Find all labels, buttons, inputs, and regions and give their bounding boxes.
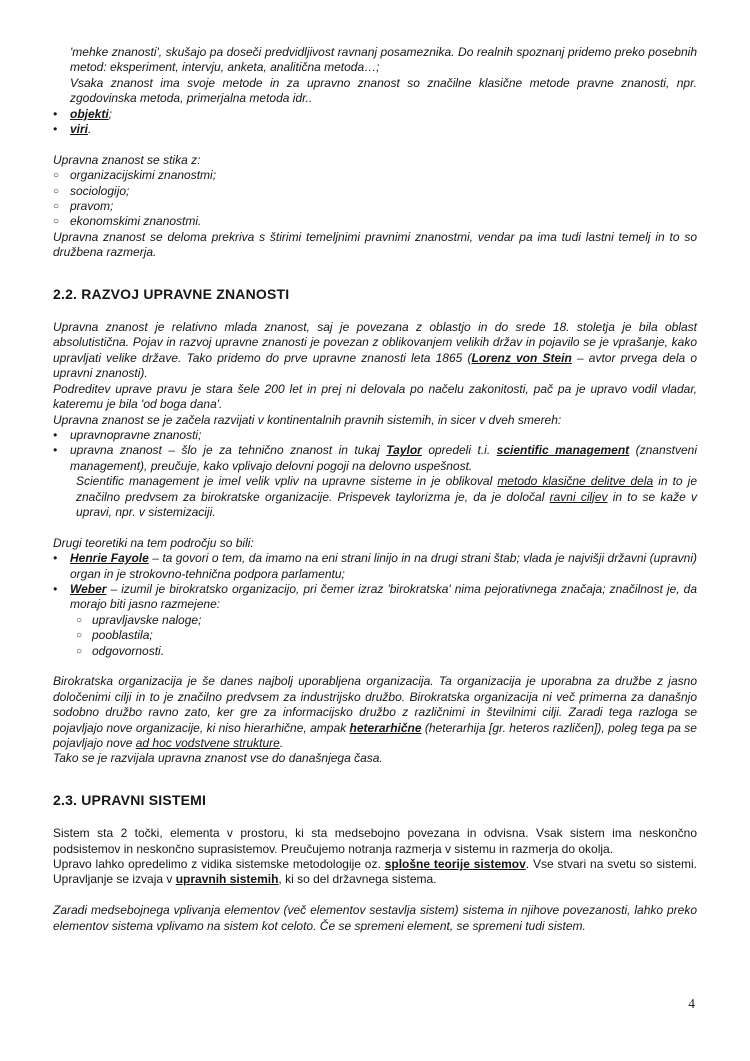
blank-line bbox=[53, 659, 697, 674]
bullet-icon: • bbox=[53, 581, 58, 596]
section-heading-2-2: 2.2. RAZVOJ UPRAVNE ZNANOSTI bbox=[53, 285, 290, 302]
list-item-naloge bbox=[53, 613, 697, 628]
paragraph-razvoj: Upravna znanost je relativno mlada znanost, saj je povezana z oblastjo in do srede 18. stoletja je bila oblast absolutistična. Pojav in razvoj upravne znanosti je povezan z oblikovanjem velikih držav in pojavilo se je vprašanje, kako upravljati velike države. Tako pridemo do prve upravne znanosti leta 1865 (Lorenz von Stein – avtor prvega dela o upravni znanosti). bbox=[53, 320, 697, 381]
circle-bullet-icon: ○ bbox=[76, 614, 83, 626]
list-item-text: viri. bbox=[70, 122, 92, 137]
list-item-viri bbox=[53, 122, 697, 137]
bullet-icon: • bbox=[53, 551, 58, 566]
bullet-icon: • bbox=[53, 122, 58, 137]
paragraph-sistem-definicija: Sistem sta 2 točki, elementa v prostoru, ki sta medsebojno povezana in odvisna. Vsak sistem ima neskončno podsistemov in neskončno suprasistemov. Preučujemo notranja razmerja v sistemu in razmerja do okolja. bbox=[53, 826, 697, 856]
circle-bullet-icon: ○ bbox=[53, 201, 60, 213]
circle-bullet-icon: ○ bbox=[53, 185, 60, 197]
blank-line bbox=[53, 137, 697, 152]
list-item-text: Weber – izumil je birokratsko organizacijo, pri čemer izraz 'birokratska' nima pejorativnega značaja; značilnost je, da morajo biti jasno razmejene: bbox=[70, 581, 697, 612]
page-number: 4 bbox=[688, 996, 695, 1011]
paragraph-methods: Vsaka znanost ima svoje metode in za upravno znanost so značilne klasične metode pravne znanosti, npr. zgodovinska metoda, primerjalna metoda idr.. bbox=[70, 75, 697, 106]
list-item-text: upravljavske naloge; bbox=[92, 612, 202, 627]
circle-bullet-icon: ○ bbox=[53, 170, 60, 182]
list-item-upravnopravne bbox=[53, 428, 697, 443]
list-item-objekti bbox=[53, 107, 697, 122]
paragraph-scientific-management: Scientific management je imel velik vpliv na upravne sisteme in je oblikoval metodo klasične delitve dela in to je značilno predvsem za birokratske organizacije. Prispevek taylorizma je, da je določal ravni ciljev in to se kaže v upravi, npr. v sistemizaciji. bbox=[76, 474, 697, 519]
paragraph-stika-z: Upravna znanost se stika z: bbox=[53, 152, 201, 167]
list-item-text: pooblastila; bbox=[92, 628, 153, 643]
list-item-text: Henrie Fayole – ta govori o tem, da imamo na eni strani linijo in na drugi strani štab; vlada je najvišji državni (upravni) organ in je strokovno-tehnična podpora parlamentu; bbox=[70, 551, 697, 581]
list-item-pooblastila bbox=[53, 628, 697, 643]
paragraph-soft-sciences: 'mehke znanosti', skušajo pa doseči predvidljivost ravnanj posameznika. Do realnih spoznanj pridemo preko posebnih metod: eksperiment, intervju, anketa, analitična metoda…; bbox=[70, 45, 697, 75]
list-item-text: organizacijskimi znanostmi; bbox=[70, 168, 217, 183]
circle-bullet-icon: ○ bbox=[76, 645, 83, 657]
list-item-ekonomske bbox=[53, 214, 697, 229]
paragraph-razvoj-zakljucek: Tako se je razvijala upravna znanost vse do današnjega časa. bbox=[53, 751, 383, 766]
bullet-icon: • bbox=[53, 443, 58, 458]
paragraph-birokratska: Birokratska organizacija je še danes najbolj uporabljena organizacija. Ta organizacija je uporabna za družbe z jasno določenimi cilji in to je značilno predvsem za industrijsko družbo. Birokratska organizacija ni več primerna za današnjo sodobno družbo ravno zato, ker gre za informacijsko družbo z različnimi in številnimi cilji. Zaradi tega razloga se pojavljajo nove organizacije, ki niso hierarhične, ampak heterarhične (heterarhija [gr. heteros različen]), poleg tega pa se pojavljajo nove ad hoc vodstvene strukture. bbox=[53, 674, 697, 751]
paragraph-podreditev: Podreditev uprave pravu je stara šele 200 let in prej ni delovala po načelu zakonitosti, pač pa je upravo vodil vladar, kateremu je bila 'od boga dana'. bbox=[53, 381, 697, 412]
list-item-pravo bbox=[53, 199, 697, 214]
list-item-fayole bbox=[53, 551, 697, 582]
paragraph-drugi-teoretiki: Drugi teoretiki na tem področju so bili: bbox=[53, 535, 254, 550]
list-item-organizacijske bbox=[53, 168, 697, 183]
list-item-text: upravna znanost – šlo je za tehnično znanost in tukaj Taylor opredeli t.i. scientific management (znanstveni management), preučuje, kako vplivajo delovni pogoji na delovno uspešnost. bbox=[70, 443, 697, 473]
paragraph-prekrivanje: Upravna znanost se deloma prekriva s štirimi temeljnimi pravnimi znanostmi, vendar pa ima tudi lastni temelj in to so družbena razmerja. bbox=[53, 229, 697, 260]
bullet-icon: • bbox=[53, 106, 58, 121]
section-heading-2-3: 2.3. UPRAVNI SISTEMI bbox=[53, 791, 207, 808]
list-item-text: objekti; bbox=[70, 106, 113, 121]
bullet-icon: • bbox=[53, 427, 58, 442]
list-item-text: upravnopravne znanosti; bbox=[70, 427, 202, 442]
list-item-text: pravom; bbox=[70, 199, 114, 214]
list-item-weber bbox=[53, 582, 697, 613]
list-item-text: ekonomskimi znanostmi. bbox=[70, 214, 202, 229]
list-item-text: odgovornosti. bbox=[92, 643, 165, 658]
paragraph-dve-smeri: Upravna znanost se je začela razvijati v kontinentalnih pravnih sistemih, in sicer v dveh smereh: bbox=[53, 412, 562, 427]
paragraph-teorija-sistemov: Upravo lahko opredelimo z vidika sistemske metodologije oz. splošne teorije sistemov. Vse stvari na svetu so sistemi. Upravljanje se izvaja v upravnih sistemih, ki so del državnega sistema. bbox=[53, 857, 697, 887]
list-item-text: sociologijo; bbox=[70, 183, 130, 198]
paragraph-vplivanje-elementov: Zaradi medsebojnega vplivanja elementov (več elementov sestavlja sistem) sistema in njihove povezanosti, lahko preko elementov sistema vplivamo na sistem kot celoto. Če se spremeni element, se spremeni tudi sistem. bbox=[53, 903, 697, 933]
list-item-upravna-znanost bbox=[53, 443, 697, 474]
circle-bullet-icon: ○ bbox=[76, 630, 83, 642]
circle-bullet-icon: ○ bbox=[53, 216, 60, 228]
blank-line bbox=[53, 520, 697, 535]
list-item-sociologija bbox=[53, 184, 697, 199]
document-body bbox=[53, 45, 697, 934]
blank-line bbox=[53, 888, 697, 903]
list-item-odgovornosti bbox=[53, 644, 697, 659]
